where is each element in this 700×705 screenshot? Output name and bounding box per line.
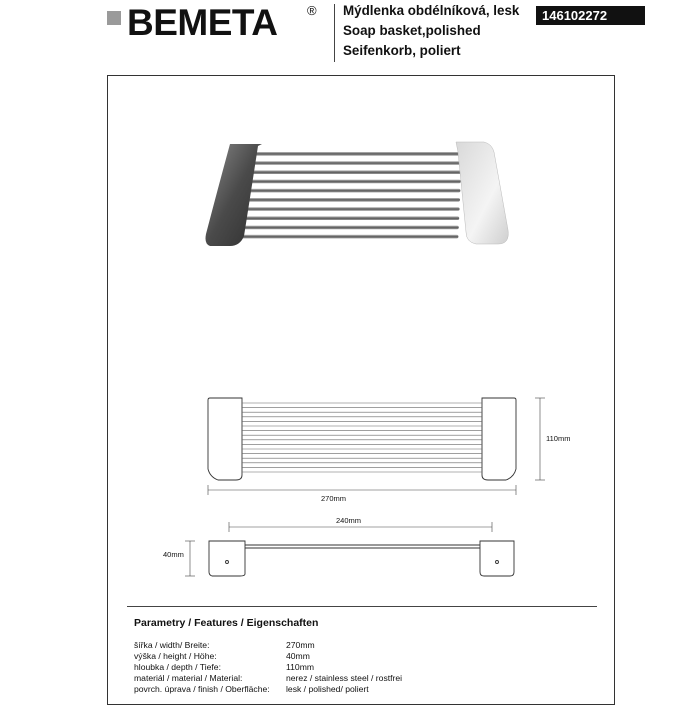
feature-label-material: materiál / material / Material: bbox=[134, 673, 243, 683]
overall-width-dim-label: 270mm bbox=[321, 494, 347, 503]
feature-label-height: výška / height / Höhe: bbox=[134, 651, 217, 661]
logo-square-mark bbox=[107, 11, 121, 25]
feature-label-depth: hloubka / depth / Tiefe: bbox=[134, 662, 221, 672]
photo-rod bbox=[239, 161, 462, 165]
side-height-dim-label: 40mm bbox=[163, 550, 184, 559]
registered-mark: ® bbox=[307, 3, 317, 18]
photo-rod bbox=[240, 152, 462, 156]
photo-rod bbox=[229, 226, 459, 230]
brand-logo bbox=[107, 2, 322, 44]
rod-width-dim-label: 240mm bbox=[336, 516, 362, 525]
photo-rod bbox=[227, 235, 458, 239]
product-code: 146102272 bbox=[536, 6, 645, 25]
logo-text: BEMETA bbox=[127, 2, 278, 43]
feature-value-material: nerez / stainless steel / rostfrei bbox=[286, 673, 403, 683]
features-title: Parametry / Features / Eigenschaften bbox=[134, 617, 319, 629]
photo-rod bbox=[230, 216, 459, 220]
product-photo bbox=[200, 138, 520, 253]
feature-value-width: 270mm bbox=[286, 640, 315, 650]
height-dim-label: 110mm bbox=[546, 434, 571, 443]
feature-label-finish: povrch. úprava / finish / Oberfläche: bbox=[134, 684, 270, 694]
photo-rod bbox=[236, 180, 461, 184]
photo-rods bbox=[227, 152, 462, 238]
product-name-cz: Mýdlenka obdélníková, lesk bbox=[343, 3, 520, 18]
top-view-drawing bbox=[190, 385, 560, 510]
side-view-left-end bbox=[209, 541, 245, 576]
photo-rod bbox=[234, 189, 460, 193]
top-view-right-end bbox=[482, 398, 516, 480]
left-screw-hole bbox=[226, 561, 229, 564]
photo-rod bbox=[237, 170, 461, 174]
right-screw-hole bbox=[496, 561, 499, 564]
product-name-en: Soap basket,polished bbox=[343, 23, 481, 38]
top-view-rods bbox=[242, 403, 482, 472]
feature-value-depth: 110mm bbox=[286, 662, 315, 672]
photo-rod bbox=[232, 207, 460, 211]
header-divider bbox=[334, 4, 335, 62]
feature-value-height: 40mm bbox=[286, 651, 310, 661]
product-name-de: Seifenkorb, poliert bbox=[343, 43, 461, 58]
photo-rod bbox=[233, 198, 460, 202]
side-view-right-end bbox=[480, 541, 514, 576]
feature-value-finish: lesk / polished/ poliert bbox=[286, 684, 369, 694]
photo-right-end bbox=[456, 142, 508, 244]
feature-label-width: šířka / width/ Breite: bbox=[134, 640, 210, 650]
photo-left-end bbox=[206, 144, 263, 246]
features-divider bbox=[127, 606, 597, 607]
top-view-left-end bbox=[208, 398, 242, 480]
